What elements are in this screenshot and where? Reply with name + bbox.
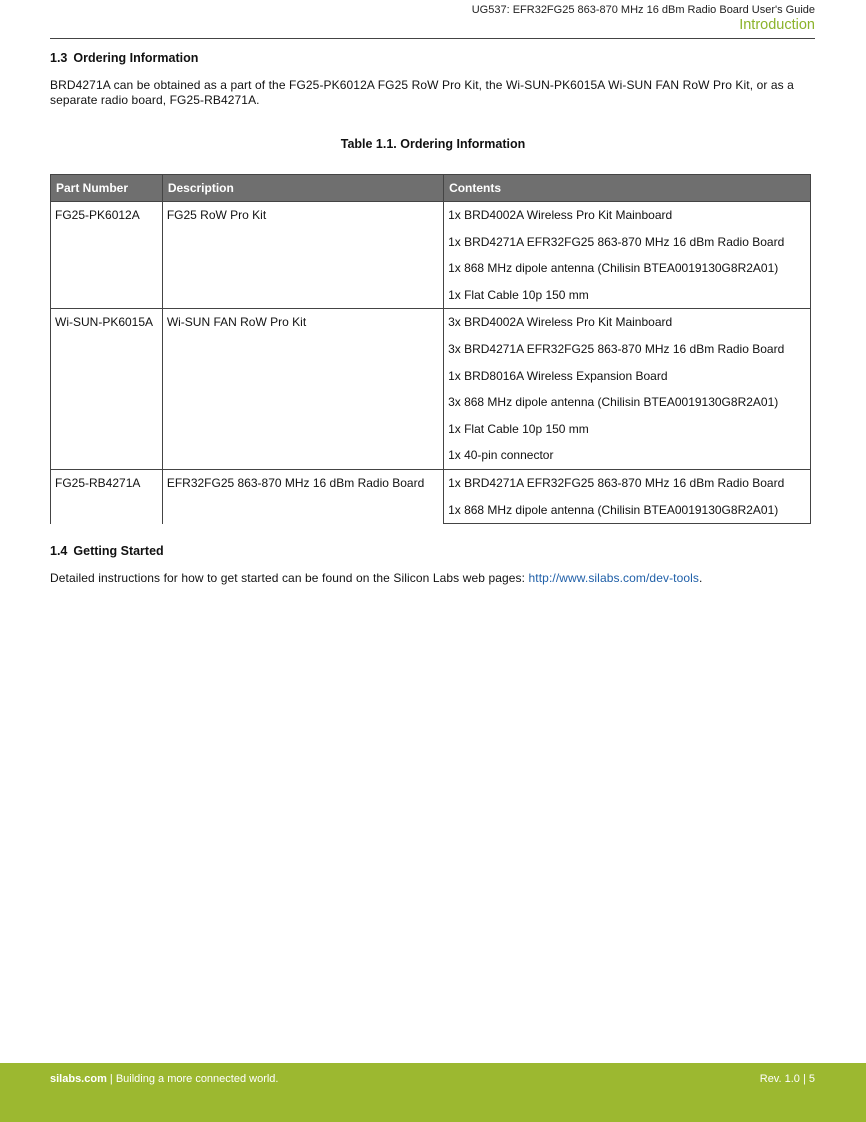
- getting-started-heading-number: 1.4: [50, 544, 68, 558]
- column-header-description: Description: [162, 175, 443, 202]
- getting-started-period: .: [699, 571, 703, 585]
- ordering-table: [50, 174, 811, 524]
- table-row: [51, 469, 811, 496]
- table-row: [51, 309, 811, 336]
- column-header-contents: Contents: [444, 175, 811, 202]
- page-footer: [0, 1063, 866, 1122]
- contents-cell: 1x BRD8016A Wireless Expansion Board: [444, 363, 811, 390]
- header-divider: [50, 38, 815, 39]
- contents-cell: 1x 868 MHz dipole antenna (Chilisin BTEA0019130G8R2A01): [444, 255, 811, 282]
- description-cell: EFR32FG25 863-870 MHz 16 dBm Radio Board: [162, 469, 443, 523]
- footer-tagline: | Building a more connected world.: [106, 1073, 279, 1085]
- contents-cell: 1x BRD4271A EFR32FG25 863-870 MHz 16 dBm Radio Board: [444, 229, 811, 256]
- footer-revision: Rev. 1.0 | 5: [759, 1073, 815, 1085]
- table-header-row: [51, 175, 811, 202]
- contents-cell: 1x BRD4002A Wireless Pro Kit Mainboard: [444, 202, 811, 229]
- getting-started-heading-text: Getting Started: [73, 544, 164, 558]
- getting-started-text: Detailed instructions for how to get started can be found on the Silicon Labs web pages:: [50, 571, 529, 585]
- contents-cell: 3x 868 MHz dipole antenna (Chilisin BTEA0019130G8R2A01): [444, 389, 811, 416]
- contents-cell: 1x 868 MHz dipole antenna (Chilisin BTEA0019130G8R2A01): [444, 497, 811, 524]
- part-number-cell: FG25-RB4271A: [51, 469, 163, 523]
- section-name: Introduction: [739, 17, 815, 33]
- part-number-cell: FG25-PK6012A: [51, 202, 163, 309]
- dev-tools-link[interactable]: http://www.silabs.com/dev-tools: [528, 571, 700, 585]
- document-title: UG537: EFR32FG25 863-870 MHz 16 dBm Radio Board User's Guide: [471, 4, 815, 16]
- footer-left: [50, 1073, 278, 1085]
- contents-cell: 1x Flat Cable 10p 150 mm: [444, 282, 811, 309]
- description-cell: Wi-SUN FAN RoW Pro Kit: [162, 309, 443, 470]
- column-header-part-number: Part Number: [51, 175, 163, 202]
- contents-cell: 1x 40-pin connector: [444, 442, 811, 469]
- contents-cell: 3x BRD4002A Wireless Pro Kit Mainboard: [444, 309, 811, 336]
- getting-started-heading: [50, 544, 164, 558]
- table-row: [51, 202, 811, 229]
- ordering-heading-text: Ordering Information: [73, 51, 199, 65]
- ordering-paragraph: BRD4271A can be obtained as a part of the FG25-PK6012A FG25 RoW Pro Kit, the Wi-SUN-PK6015A Wi-SUN FAN RoW Pro Kit, or as a separate radio board, FG25-RB4271A.: [50, 78, 794, 107]
- description-cell: FG25 RoW Pro Kit: [162, 202, 443, 309]
- getting-started-paragraph: [50, 571, 815, 586]
- footer-site[interactable]: silabs.com: [50, 1073, 107, 1085]
- table-caption: Table 1.1. Ordering Information: [340, 137, 526, 151]
- contents-cell: 1x Flat Cable 10p 150 mm: [444, 416, 811, 443]
- ordering-heading-number: 1.3: [50, 51, 68, 65]
- contents-cell: 3x BRD4271A EFR32FG25 863-870 MHz 16 dBm Radio Board: [444, 336, 811, 363]
- part-number-cell: Wi-SUN-PK6015A: [51, 309, 163, 470]
- contents-cell: 1x BRD4271A EFR32FG25 863-870 MHz 16 dBm Radio Board: [444, 469, 811, 496]
- ordering-heading: [50, 51, 198, 65]
- page-header: [472, 4, 815, 34]
